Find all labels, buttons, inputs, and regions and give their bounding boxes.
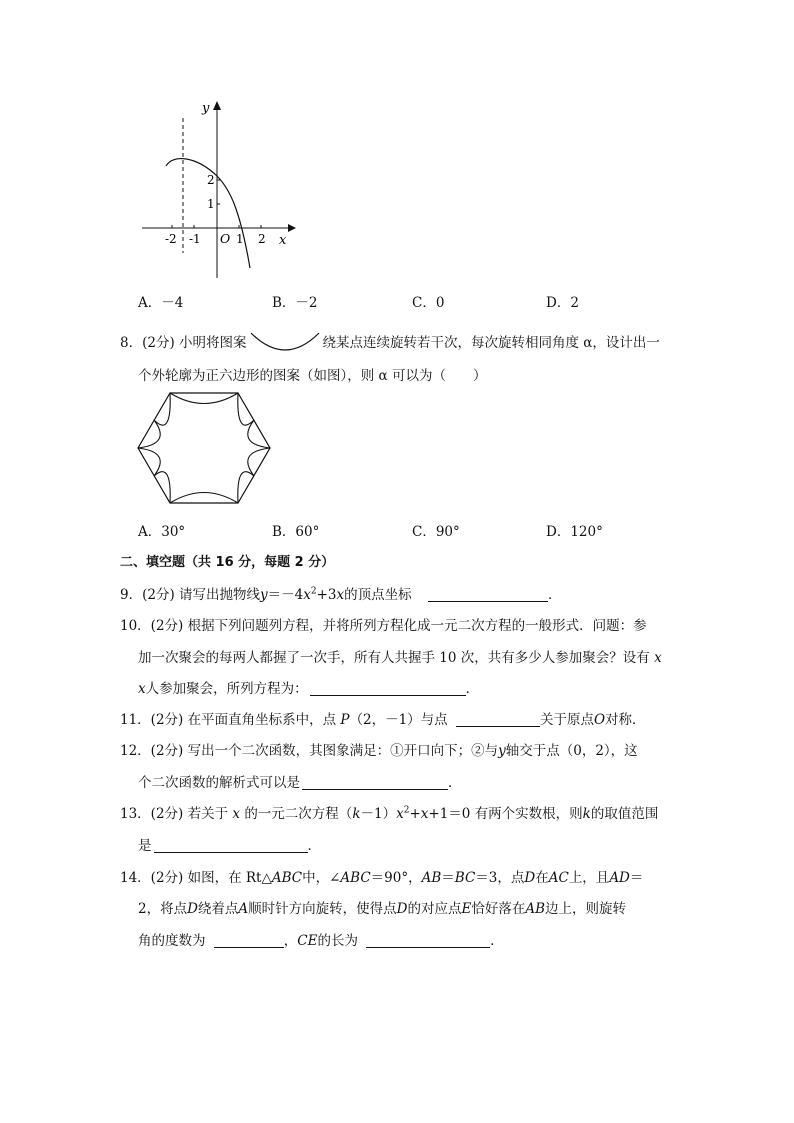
q14-text: 角的度数为 [138,933,206,949]
q11-origin: O [593,712,606,728]
q11-prefix: 11．(2分) 在平面直角坐标系中，点 [120,712,337,728]
q9-suffix: 的顶点坐标 [344,587,412,603]
q13-var: x [232,806,241,822]
q9-formula: +3 [316,587,337,603]
q14-text: 中，∠ [302,870,341,886]
q9-prefix: 9．(2分) 请写出抛物线 [120,587,261,603]
q14-line-1 [120,866,643,886]
q14-var: D [187,901,198,917]
q14-var: AB [421,870,442,886]
q9-formula: ＝－4 [267,587,304,603]
q8-option-a: A．30° [138,524,186,540]
y-tick-label: 2 [207,173,215,187]
q10-line-2 [138,646,662,666]
q13-var: k [352,806,361,822]
q13-text: 13．(2分) 若关于 [120,806,229,822]
q7-option-c: C．0 [412,295,445,311]
q8-line-2: 个外轮廓为正六边形的图案（如图），则 α 可以为（ ） [138,368,487,384]
q7-option-d: D．2 [546,295,579,311]
q14-var: AB [525,901,546,917]
q8-line-1 [120,331,660,353]
q12-text: 12．(2分) 写出一个二次函数，其图象满足：①开口向下；②与 [120,743,499,759]
q14-var: BC [454,870,476,886]
q14-text: 顺时针方向旋转，使得点 [248,901,397,917]
q13-var: x [420,806,429,822]
q10-line-1: 10．(2分) 根据下列问题列方程，并将所列方程化成一元二次方程的一般形式．问题：参 [120,618,647,634]
q7-option-a: A．－4 [138,295,184,311]
q14-text: ， [283,933,298,949]
q9-answer-blank[interactable] [428,587,548,602]
q11-suffix: 关于原点 [539,712,594,728]
q12-end: ． [448,775,462,791]
q13-end: ． [307,838,321,854]
q13-exponent: 2 [403,805,410,816]
q13-text: 的一元二次方程（ [244,806,353,822]
q13-text: +1＝0 有两个实数根，则 [428,806,583,822]
q14-text: 的长为 [317,933,358,949]
q10-text: 人参加聚会，所列方程为： [145,681,308,697]
q14-text: ＝ [629,870,644,886]
q12-answer-blank[interactable] [302,775,448,790]
q12-line-1 [120,739,638,759]
q14-text: 在 [535,870,549,886]
q10-answer-blank[interactable] [310,681,466,696]
q14-var: CE [297,933,318,949]
q11-line [120,708,646,728]
q13-text: + [409,806,421,822]
origin-label: O [220,231,231,246]
q14-text: 恰好落在 [471,901,526,917]
q10-end: ． [465,681,480,697]
q9-var: x [336,587,345,603]
q14-text: 边上，则旋转 [545,901,627,917]
y-axis-label: y [202,101,210,116]
q14-line-3 [138,929,504,949]
q9-end: ． [547,587,562,603]
q11-answer-blank[interactable] [456,712,540,727]
arc-pattern-icon [249,331,321,353]
q14-text: ＝3，点 [475,870,525,886]
q13-answer-blank[interactable] [154,838,308,853]
q14-text: 2，将点 [138,901,188,917]
q13-var: x [396,806,404,822]
q10-var: x [138,681,146,697]
y-tick-label: 1 [207,197,215,211]
q11-end: 对称． [605,712,646,728]
q14-var: D [524,870,536,886]
q12-text: 个二次函数的解析式可以是 [138,775,300,791]
q14-angle-blank[interactable] [214,933,284,948]
q14-var: AC [548,870,569,886]
q8-suffix: 绕某点连续旋转若干次，每次旋转相同角度 α，设计出一 [322,335,660,351]
q13-line-2 [138,834,321,854]
q9-exponent: 2 [310,586,317,597]
q14-text: 上，且 [568,870,610,886]
q13-text: 的取值范围 [590,806,659,822]
q13-text: －1） [360,806,397,822]
q9-var: y [260,587,268,603]
q8-option-b: B．60° [272,524,320,540]
x-axis-label: x [279,233,287,248]
q14-text: 14．(2分) 如图，在 Rt△ [120,870,272,886]
q13-line-1 [120,802,658,822]
q8-option-c: C．90° [412,524,460,540]
q14-line-2 [138,897,626,917]
q14-text: ＝ [441,870,455,886]
q10-text: 加一次聚会的每两人都握了一次手，所有人共握手 10 次，共有多少人参加聚会？设有 [138,650,650,666]
q12-line-2 [138,771,462,791]
q7-option-b: B．－2 [272,295,318,311]
q14-text: 绕着点 [197,901,239,917]
x-tick-label: 1 [236,232,244,246]
q14-var: A [238,901,249,917]
x-tick-label: -2 [165,232,177,246]
q10-var: x [654,650,662,666]
q14-text: 的对应点 [407,901,462,917]
q14-var: ABC [271,870,303,886]
q13-var: k [582,806,591,822]
q14-text: ＝90°， [370,870,422,886]
q14-var: ABC [340,870,371,886]
q9-var: x [303,587,311,603]
x-tick-label: 2 [258,232,266,246]
q11-coords: （2，－1）与点 [349,712,448,728]
q14-end: ． [490,933,504,949]
q12-var: y [498,743,506,759]
section-heading: 二、填空题（共 16 分，每题 2 分） [120,555,335,570]
q14-var: E [461,901,472,917]
q12-text: 轴交于点（0，2），这 [505,743,638,759]
hexagon-figure [136,390,272,508]
x-tick-label: -1 [189,232,201,246]
q8-prefix: 8．(2分) 小明将图案 [120,335,247,351]
q10-line-3 [138,677,479,697]
q8-option-d: D．120° [546,524,603,540]
q13-text: 是 [138,838,152,854]
q14-length-blank[interactable] [366,933,490,948]
q14-var: AD [609,870,630,886]
q9-line [120,583,561,603]
q14-var: D [396,901,408,917]
q11-point: P [340,712,350,728]
parabola-graph [138,98,298,283]
